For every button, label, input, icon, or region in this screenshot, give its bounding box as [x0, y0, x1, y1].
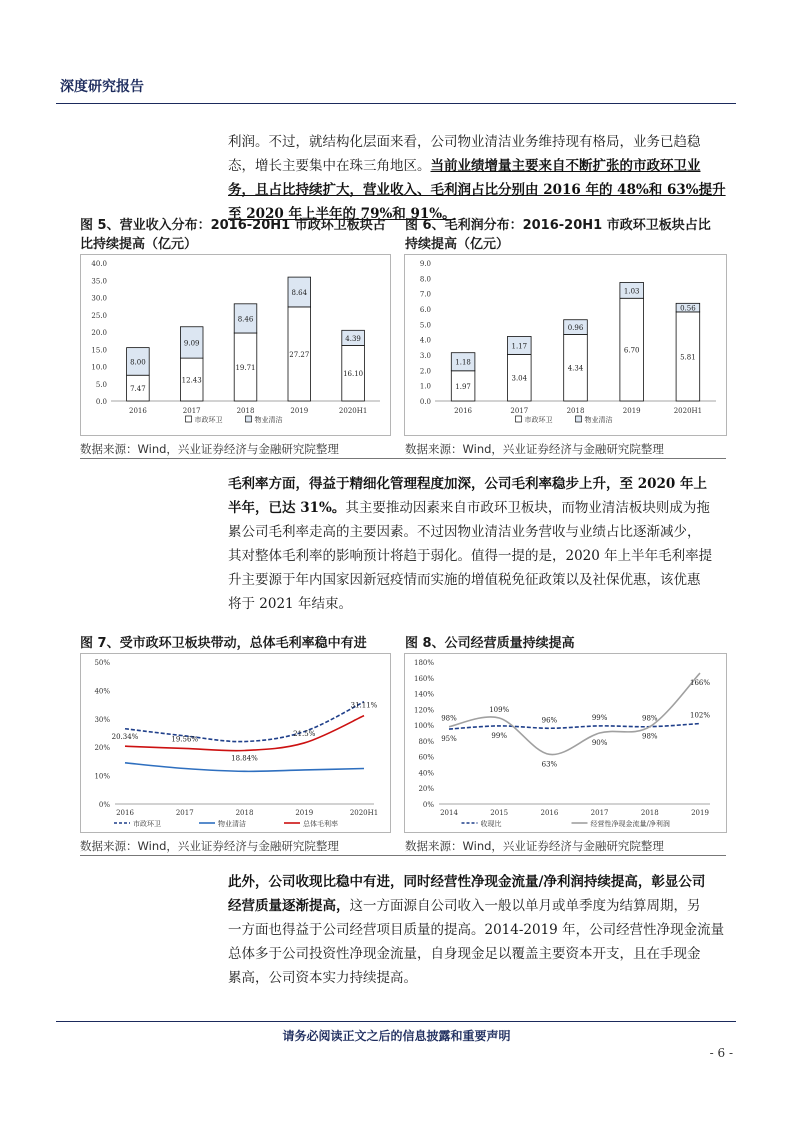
p2-line2-plain: 其主要推动因素来自市政环卫板块，而物业清洁板块则成为拖 [345, 500, 710, 516]
y-tick-label: 7.0 [419, 290, 431, 299]
bar-data-label: 7.47 [130, 385, 146, 394]
point-data-label: 20.34% [111, 733, 139, 742]
p1-line1: 利润。不过，就结构化层面来看，公司物业清洁业务维持现有格局，业务已趋稳 [228, 134, 701, 150]
bar-data-label: 9.09 [183, 339, 200, 348]
paragraph-2 [228, 472, 726, 616]
bar-data-label: 8.00 [130, 358, 146, 367]
point-data-label: 96% [541, 716, 558, 725]
y-tick-label: 50% [94, 659, 110, 667]
fig8-title: 图 8、公司经营质量持续提高 [405, 636, 575, 651]
x-tick-label: 2018 [640, 809, 659, 817]
legend-swatch [186, 416, 192, 422]
fig5-chart-box [80, 254, 391, 436]
y-tick-label: 10% [94, 772, 110, 781]
p2-line2 [228, 496, 726, 520]
p1-line4-bold: 至 2020 年上半年的 79%和 91%。 [228, 206, 456, 222]
p1-line3 [228, 178, 726, 202]
y-tick-label: 40.0 [91, 260, 107, 268]
bar-data-label: 27.27 [289, 350, 310, 359]
point-data-label: 102% [689, 711, 711, 720]
paragraph-1 [228, 130, 726, 226]
p3-line1-bold: 此外，公司收现比稳中有进，同时经营性净现金流量/净利润持续提高，彰显公司 [228, 874, 706, 890]
x-tick-label: 2017 [175, 809, 194, 817]
fig8-source: 数据来源：Wind，兴业证券经济与金融研究院整理 [405, 839, 664, 853]
point-data-label: 18.84% [231, 754, 258, 763]
legend-label: 物业清洁 [254, 416, 283, 424]
point-data-label: 90% [591, 739, 608, 747]
x-tick-label: 2018 [566, 407, 585, 415]
bar-data-label: 8.46 [237, 315, 254, 324]
x-tick-label: 2017 [590, 809, 609, 817]
y-tick-label: 35.0 [91, 277, 107, 286]
bar-data-label: 0.96 [567, 324, 584, 333]
point-data-label: 99% [491, 731, 507, 740]
bar-data-label: 5.81 [680, 353, 696, 362]
fig7-chart [81, 654, 390, 832]
legend-label: 经营性净现金流量/净利润 [590, 820, 670, 828]
bar-data-label: 4.34 [567, 364, 584, 373]
bar-data-label: 4.39 [345, 334, 361, 343]
legend-label: 市政环卫 [133, 820, 161, 828]
report-header-title: 深度研究报告 [60, 79, 144, 95]
p2-line6: 将于 2021 年结束。 [228, 596, 352, 612]
y-tick-label: 15.0 [91, 346, 107, 355]
fig5-chart [81, 255, 390, 435]
paragraph-3 [228, 870, 726, 990]
bar-data-label: 1.17 [511, 342, 528, 351]
fig6-title [405, 216, 725, 254]
bar-data-label: 1.97 [455, 382, 471, 391]
x-tick-label: 2015 [490, 809, 509, 817]
y-tick-label: 160% [413, 674, 434, 683]
header-rule [56, 103, 736, 104]
fig7-source: 数据来源：Wind，兴业证券经济与金融研究院整理 [80, 839, 339, 853]
fig7-title: 图 7、受市政环卫板块带动，总体毛利率稳中有进 [80, 636, 367, 651]
p3-line4: 总体多于公司投资性净现金流量，自身现金足以覆盖主要资本开支，且在手现金 [228, 946, 701, 962]
y-tick-label: 180% [413, 659, 434, 667]
y-tick-label: 9.0 [419, 260, 431, 268]
x-tick-label: 2018 [236, 407, 255, 415]
footer-rule [56, 1021, 736, 1022]
point-data-label: 63% [541, 760, 558, 769]
point-data-label: 98% [441, 714, 457, 723]
y-tick-label: 6.0 [419, 306, 431, 314]
point-data-label: 98% [642, 732, 658, 741]
y-tick-label: 2.0 [419, 367, 431, 376]
point-data-label: 21.5% [293, 729, 316, 738]
point-data-label: 166% [689, 679, 711, 688]
series-line-1 [125, 763, 364, 772]
fig6-chart [405, 255, 726, 435]
y-tick-label: 1.0 [419, 382, 431, 391]
x-tick-label: 2016 [116, 809, 134, 817]
legend-swatch [516, 416, 522, 422]
p3-line2 [228, 894, 726, 918]
x-tick-label: 2019 [295, 809, 314, 817]
y-tick-label: 20% [94, 744, 110, 753]
y-tick-label: 3.0 [419, 352, 431, 360]
point-data-label: 19.56% [171, 735, 199, 744]
x-tick-label: 2019 [691, 809, 709, 817]
y-tick-label: 5.0 [95, 380, 107, 389]
bar-data-label: 6.70 [623, 346, 640, 355]
x-tick-label: 2020H1 [673, 407, 703, 415]
series-line-1 [449, 673, 700, 754]
bar-data-label: 19.71 [235, 364, 256, 373]
y-tick-label: 60% [418, 753, 434, 762]
bar-data-label: 0.56 [680, 304, 696, 313]
legend-swatch [246, 416, 252, 422]
fig8-chart [405, 654, 726, 832]
legend-label: 物业清洁 [218, 820, 246, 828]
y-tick-label: 0% [98, 801, 110, 809]
x-tick-label: 2016 [128, 407, 147, 415]
y-tick-label: 30.0 [91, 294, 107, 303]
x-tick-label: 2020H1 [349, 809, 379, 817]
point-data-label: 31.11% [350, 701, 378, 710]
y-tick-label: 10.0 [91, 363, 107, 372]
legend-label: 市政环卫 [194, 416, 223, 424]
y-tick-label: 80% [418, 737, 434, 746]
fig5-source: 数据来源：Wind，兴业证券经济与金融研究院整理 [80, 442, 339, 456]
fig8-chart-box [404, 653, 727, 833]
x-tick-label: 2014 [440, 809, 458, 817]
bar-data-label: 16.10 [343, 370, 364, 379]
legend-label: 市政环卫 [524, 416, 553, 424]
bar-data-label: 3.04 [511, 374, 528, 383]
y-tick-label: 8.0 [419, 275, 431, 284]
y-tick-label: 30% [94, 715, 110, 724]
p2-line1 [228, 472, 726, 496]
fig5-title [80, 216, 390, 254]
y-tick-label: 25.0 [91, 311, 107, 320]
legend-label: 收现比 [480, 820, 502, 828]
x-tick-label: 2018 [235, 809, 254, 817]
p1-line2-plain: 态，增长主要集中在珠三角地区。 [228, 158, 431, 174]
point-data-label: 109% [489, 706, 510, 715]
y-tick-label: 140% [413, 690, 434, 699]
y-tick-label: 5.0 [419, 321, 431, 330]
p2-line3: 累公司毛利率走高的主要因素。不过因物业清洁业务营收与业绩占比逐渐减少， [228, 524, 701, 540]
y-tick-label: 20% [418, 785, 434, 794]
bar-data-label: 12.43 [181, 376, 202, 385]
x-tick-label: 2019 [622, 407, 641, 415]
y-tick-label: 40% [418, 769, 434, 778]
y-tick-label: 120% [413, 706, 434, 715]
bar-data-label: 1.18 [455, 358, 471, 367]
fig5-title-line2: 比持续提高（亿元） [80, 237, 198, 252]
legend-label: 物业清洁 [584, 416, 613, 424]
p3-line3: 一方面也得益于公司经营项目质量的提高。2014-2019 年，公司经营性净现金流量 [228, 922, 725, 938]
y-tick-label: 0.0 [419, 398, 431, 406]
page-number: - 6 - [709, 1046, 733, 1060]
p3-line5: 累高，公司资本实力持续提高。 [228, 970, 417, 986]
p3-line2-plain: 这一方面源自公司收入一般以单月或单季度为结算周期，另 [349, 898, 701, 914]
point-data-label: 99% [591, 713, 608, 722]
x-tick-label: 2017 [182, 407, 201, 415]
bar-data-label: 8.64 [291, 289, 308, 298]
bar-data-label: 1.03 [623, 287, 640, 296]
p3-line2-bold: 经营质量逐渐提高， [228, 898, 350, 914]
p1-line2 [228, 154, 726, 178]
fig5-title-line1: 图 5、营业收入分布：2016-20H1 市政环卫板块占 [80, 218, 386, 233]
p2-line5: 升主要源于年内国家因新冠疫情而实施的增值税免征政策以及社保优惠，该优惠 [228, 572, 701, 588]
p1-line3-bold: 务，且占比持续扩大，营业收入、毛利润占比分别由 2016 年的 48%和 63%提升 [228, 182, 726, 198]
series-line-0 [449, 724, 700, 730]
fig56-rule [80, 458, 726, 459]
footer-disclaimer: 请务必阅读正文之后的信息披露和重要声明 [282, 1029, 511, 1043]
p1-line2-bold: 当前业绩增量主要来自不断扩张的市政环卫业 [430, 158, 701, 174]
x-tick-label: 2017 [510, 407, 529, 415]
p2-line1-bold: 毛利率方面，得益于精细化管理程度加深，公司毛利率稳步上升，至 2020 年上 [228, 476, 707, 492]
p3-line1 [228, 870, 726, 894]
p2-line4: 其对整体毛利率的影响预计将趋于弱化。值得一提的是，2020 年上半年毛利率提 [228, 548, 713, 564]
p2-line2-bold: 半年，已达 31%。 [228, 500, 346, 516]
fig6-title-line2: 持续提高（亿元） [405, 237, 510, 252]
x-tick-label: 2016 [540, 809, 559, 817]
y-tick-label: 100% [413, 722, 434, 731]
x-tick-label: 2019 [290, 407, 309, 415]
legend-label: 总体毛利率 [303, 820, 338, 828]
legend-swatch [576, 416, 582, 422]
fig6-chart-box [404, 254, 727, 436]
x-tick-label: 2016 [454, 407, 473, 415]
y-tick-label: 20.0 [91, 329, 107, 337]
y-tick-label: 0.0 [95, 398, 107, 406]
fig6-title-line1: 图 6、毛利润分布：2016-20H1 市政环卫板块占比 [405, 218, 711, 233]
fig7-chart-box [80, 653, 391, 833]
x-tick-label: 2020H1 [338, 407, 368, 415]
fig6-source: 数据来源：Wind，兴业证券经济与金融研究院整理 [405, 442, 664, 456]
point-data-label: 95% [441, 735, 457, 744]
fig78-rule [80, 855, 726, 856]
y-tick-label: 4.0 [419, 336, 431, 345]
series-line-0 [125, 702, 364, 742]
y-tick-label: 40% [94, 687, 110, 696]
point-data-label: 98% [642, 714, 658, 723]
y-tick-label: 0% [422, 801, 434, 809]
